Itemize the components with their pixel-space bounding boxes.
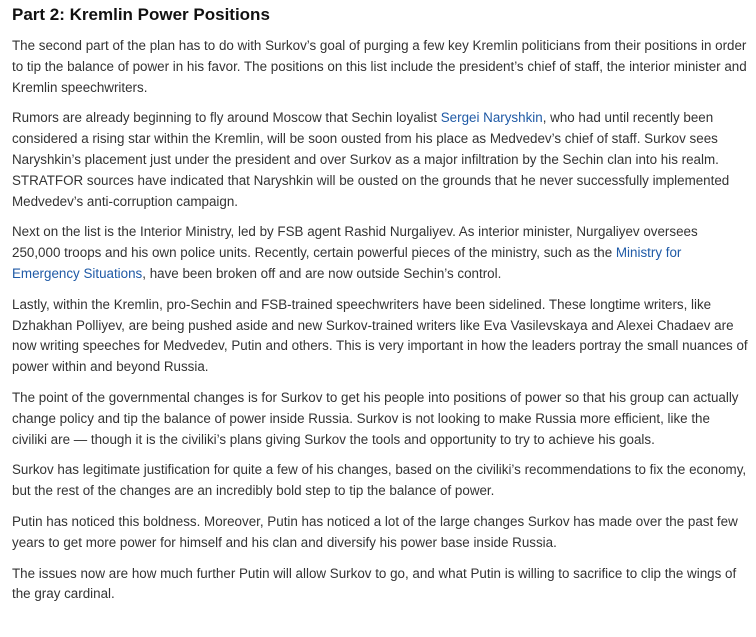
paragraph-4: Lastly, within the Kremlin, pro-Sechin and FSB-trained speechwriters have been sidelined. These longtime writers, like Dzhakhan Polliyev, are being pushed aside and new Surkov-trained writers like Eva Vasilevskaya and Alexei Chadaev are now writing speeches for Medvedev, Putin and others. This is very important in how the leaders portray the small nuances of power within and beyond Russia. bbox=[12, 296, 748, 375]
paragraph-2-text-before: Rumors are already beginning to fly around Moscow that Sechin loyalist bbox=[12, 110, 441, 126]
paragraph-8: The issues now are how much further Putin will allow Surkov to go, and what Putin is willing to sacrifice to clip the wings of the gray cardinal. bbox=[12, 565, 737, 602]
section-heading: Part 2: Kremlin Power Positions bbox=[12, 5, 270, 24]
paragraph-1: The second part of the plan has to do with Surkov’s goal of purging a few key Kremlin politicians from their positions in order to tip the balance of power in his favor. The positions on this list include the president’s chief of staff, the interior minister and Kremlin speechwriters. bbox=[12, 38, 747, 95]
paragraph-2-text-after: , who had until recently been considered a rising star within the Kremlin, will be soon ousted from his place as Medvedev’s chief of staff. Surkov sees Naryshkin’s placement just under the president and over Surkov as a major infiltration by the Sechin clan into his realm. STRATFOR sources have indicated that Naryshkin will be ousted on the grounds that he never successfully implemented Medvedev’s anti-corruption campaign. bbox=[12, 110, 730, 209]
paragraph-6: Surkov has legitimate justification for quite a few of his changes, based on the civiliki’s recommendations to fix the economy, but the rest of the changes are an incredibly bold step to tip the balance of power. bbox=[12, 462, 747, 499]
paragraph-5: The point of the governmental changes is for Surkov to get his people into positions of power so that his group can actually change policy and tip the balance of power inside Russia. Surkov is not looking to make Russia more efficient, like the civiliki are — though it is the civiliki’s plans giving Surkov the tools and opportunity to try to achieve his goals. bbox=[12, 389, 739, 447]
paragraph-2 bbox=[12, 108, 748, 212]
paragraph-7: Putin has noticed this boldness. Moreover, Putin has noticed a lot of the large changes Surkov has made over the past few years to get more power for himself and his clan and diversify his power base inside Russia. bbox=[12, 513, 738, 550]
paragraph-3 bbox=[12, 222, 748, 284]
link-ministry-emergency-situations[interactable]: Ministry for Emergency Situations bbox=[12, 245, 682, 281]
link-sergei-naryshkin[interactable]: Sergei Naryshkin bbox=[440, 110, 543, 126]
paragraph-3-text-after: , have been broken off and are now outside Sechin’s control. bbox=[142, 265, 502, 281]
paragraph-3-text-before: Next on the list is the Interior Ministry, led by FSB agent Rashid Nurgaliyev. As interior minister, Nurgaliyev oversees 250,000 troops and his own police units. Recently, certain powerful pieces of the ministry, such as the bbox=[12, 224, 698, 261]
